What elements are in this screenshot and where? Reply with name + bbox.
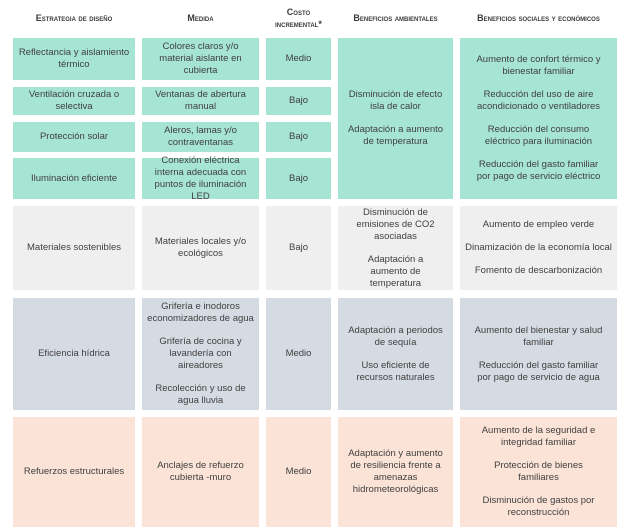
social-benefits-cell [460,417,617,527]
strategy-cell: Ventilación cruzada o selectiva [13,87,135,115]
measure-cell [142,417,259,527]
environmental-benefits-cell [338,417,453,527]
measure-item: Grifería e inodoros economizadores de agua [147,301,254,324]
measure-cell [142,298,259,410]
header-measure: Medida [187,13,214,23]
social-benefits-cell [460,206,617,290]
social-benefit: Aumento de la seguridad e integridad familiar [481,425,596,448]
social-benefit: Dinamización de la economía local [465,242,612,253]
measure-item: Grifería de cocina y lavandería con aireadores [159,336,242,371]
measure-cell: Aleros, lamas y/o contraventanas [142,122,259,152]
measure-item: Anclajes de refuerzo cubierta -muro [157,460,244,483]
cost-cell: Bajo [266,122,331,152]
social-benefit: Reducción del gasto familiar por pago de servicio eléctrico [476,159,601,182]
strategy-cell: Eficiencia hídrica [13,298,135,410]
social-benefits-cell [460,298,617,410]
social-benefit: Reducción del uso de aire acondicionado o ventiladores [476,89,601,112]
social-benefit: Reducción del gasto familiar por pago de servicio de agua [477,359,600,383]
social-benefit: Aumento de empleo verde [482,219,595,230]
cost-cell: Bajo [266,87,331,115]
social-benefit: Fomento de descarbonización [474,265,603,276]
environmental-benefit: Adaptación a aumento de temperatura [367,253,424,289]
environmental-benefits-cell [338,38,453,199]
cost-cell: Bajo [266,158,331,199]
environmental-benefit: Adaptación a periodos de sequía [348,324,443,348]
social-benefit: Protección de bienes familiares [494,460,583,483]
cost-cell: Bajo [266,206,331,290]
environmental-benefit: Disminución de emisiones de CO2 asociadas [356,206,435,242]
header-cost: Costo incremental* [275,7,322,29]
header-environmental: Beneficios ambientales [353,13,438,23]
header-strategy: Estrategia de diseño [35,13,113,23]
cost-cell: Medio [266,38,331,80]
social-benefit: Aumento del bienestar y salud familiar [474,324,603,348]
environmental-benefits-cell [338,298,453,410]
cost-cell: Medio [266,298,331,410]
social-benefit: Disminución de gastos por reconstrucción [482,495,595,518]
environmental-benefit: Adaptación a aumento de temperatura [347,124,444,147]
header-social: Beneficios sociales y económicos [477,13,600,23]
measure-item: Materiales locales y/o ecológicos [154,236,247,259]
social-benefit: Reducción del consumo eléctrico para iluminación [484,124,593,147]
measure-item: Recolección y uso de agua lluvia [155,383,246,406]
strategy-cell: Refuerzos estructurales [13,417,135,527]
measure-cell: Conexión eléctrica interna adecuada con puntos de iluminación LED [142,158,259,199]
measure-cell [142,206,259,290]
strategy-cell: Reflectancia y aislamiento térmico [13,38,135,80]
cost-cell: Medio [266,417,331,527]
environmental-benefit: Uso eficiente de recursos naturales [356,359,435,383]
strategy-cell: Protección solar [13,122,135,152]
environmental-benefit: Disminución de efecto isla de calor [348,89,443,112]
strategy-cell: Materiales sostenibles [13,206,135,290]
measure-cell: Ventanas de abertura manual [142,87,259,115]
social-benefits-cell [460,38,617,199]
environmental-benefits-cell [338,206,453,290]
measure-cell: Colores claros y/o material aislante en cubierta [142,38,259,80]
strategy-cell: Iluminación eficiente [13,158,135,199]
environmental-benefit: Adaptación y aumento de resiliencia frente a amenazas hidrometeorológicas [348,448,443,495]
social-benefit: Aumento de confort térmico y bienestar familiar [476,54,601,77]
